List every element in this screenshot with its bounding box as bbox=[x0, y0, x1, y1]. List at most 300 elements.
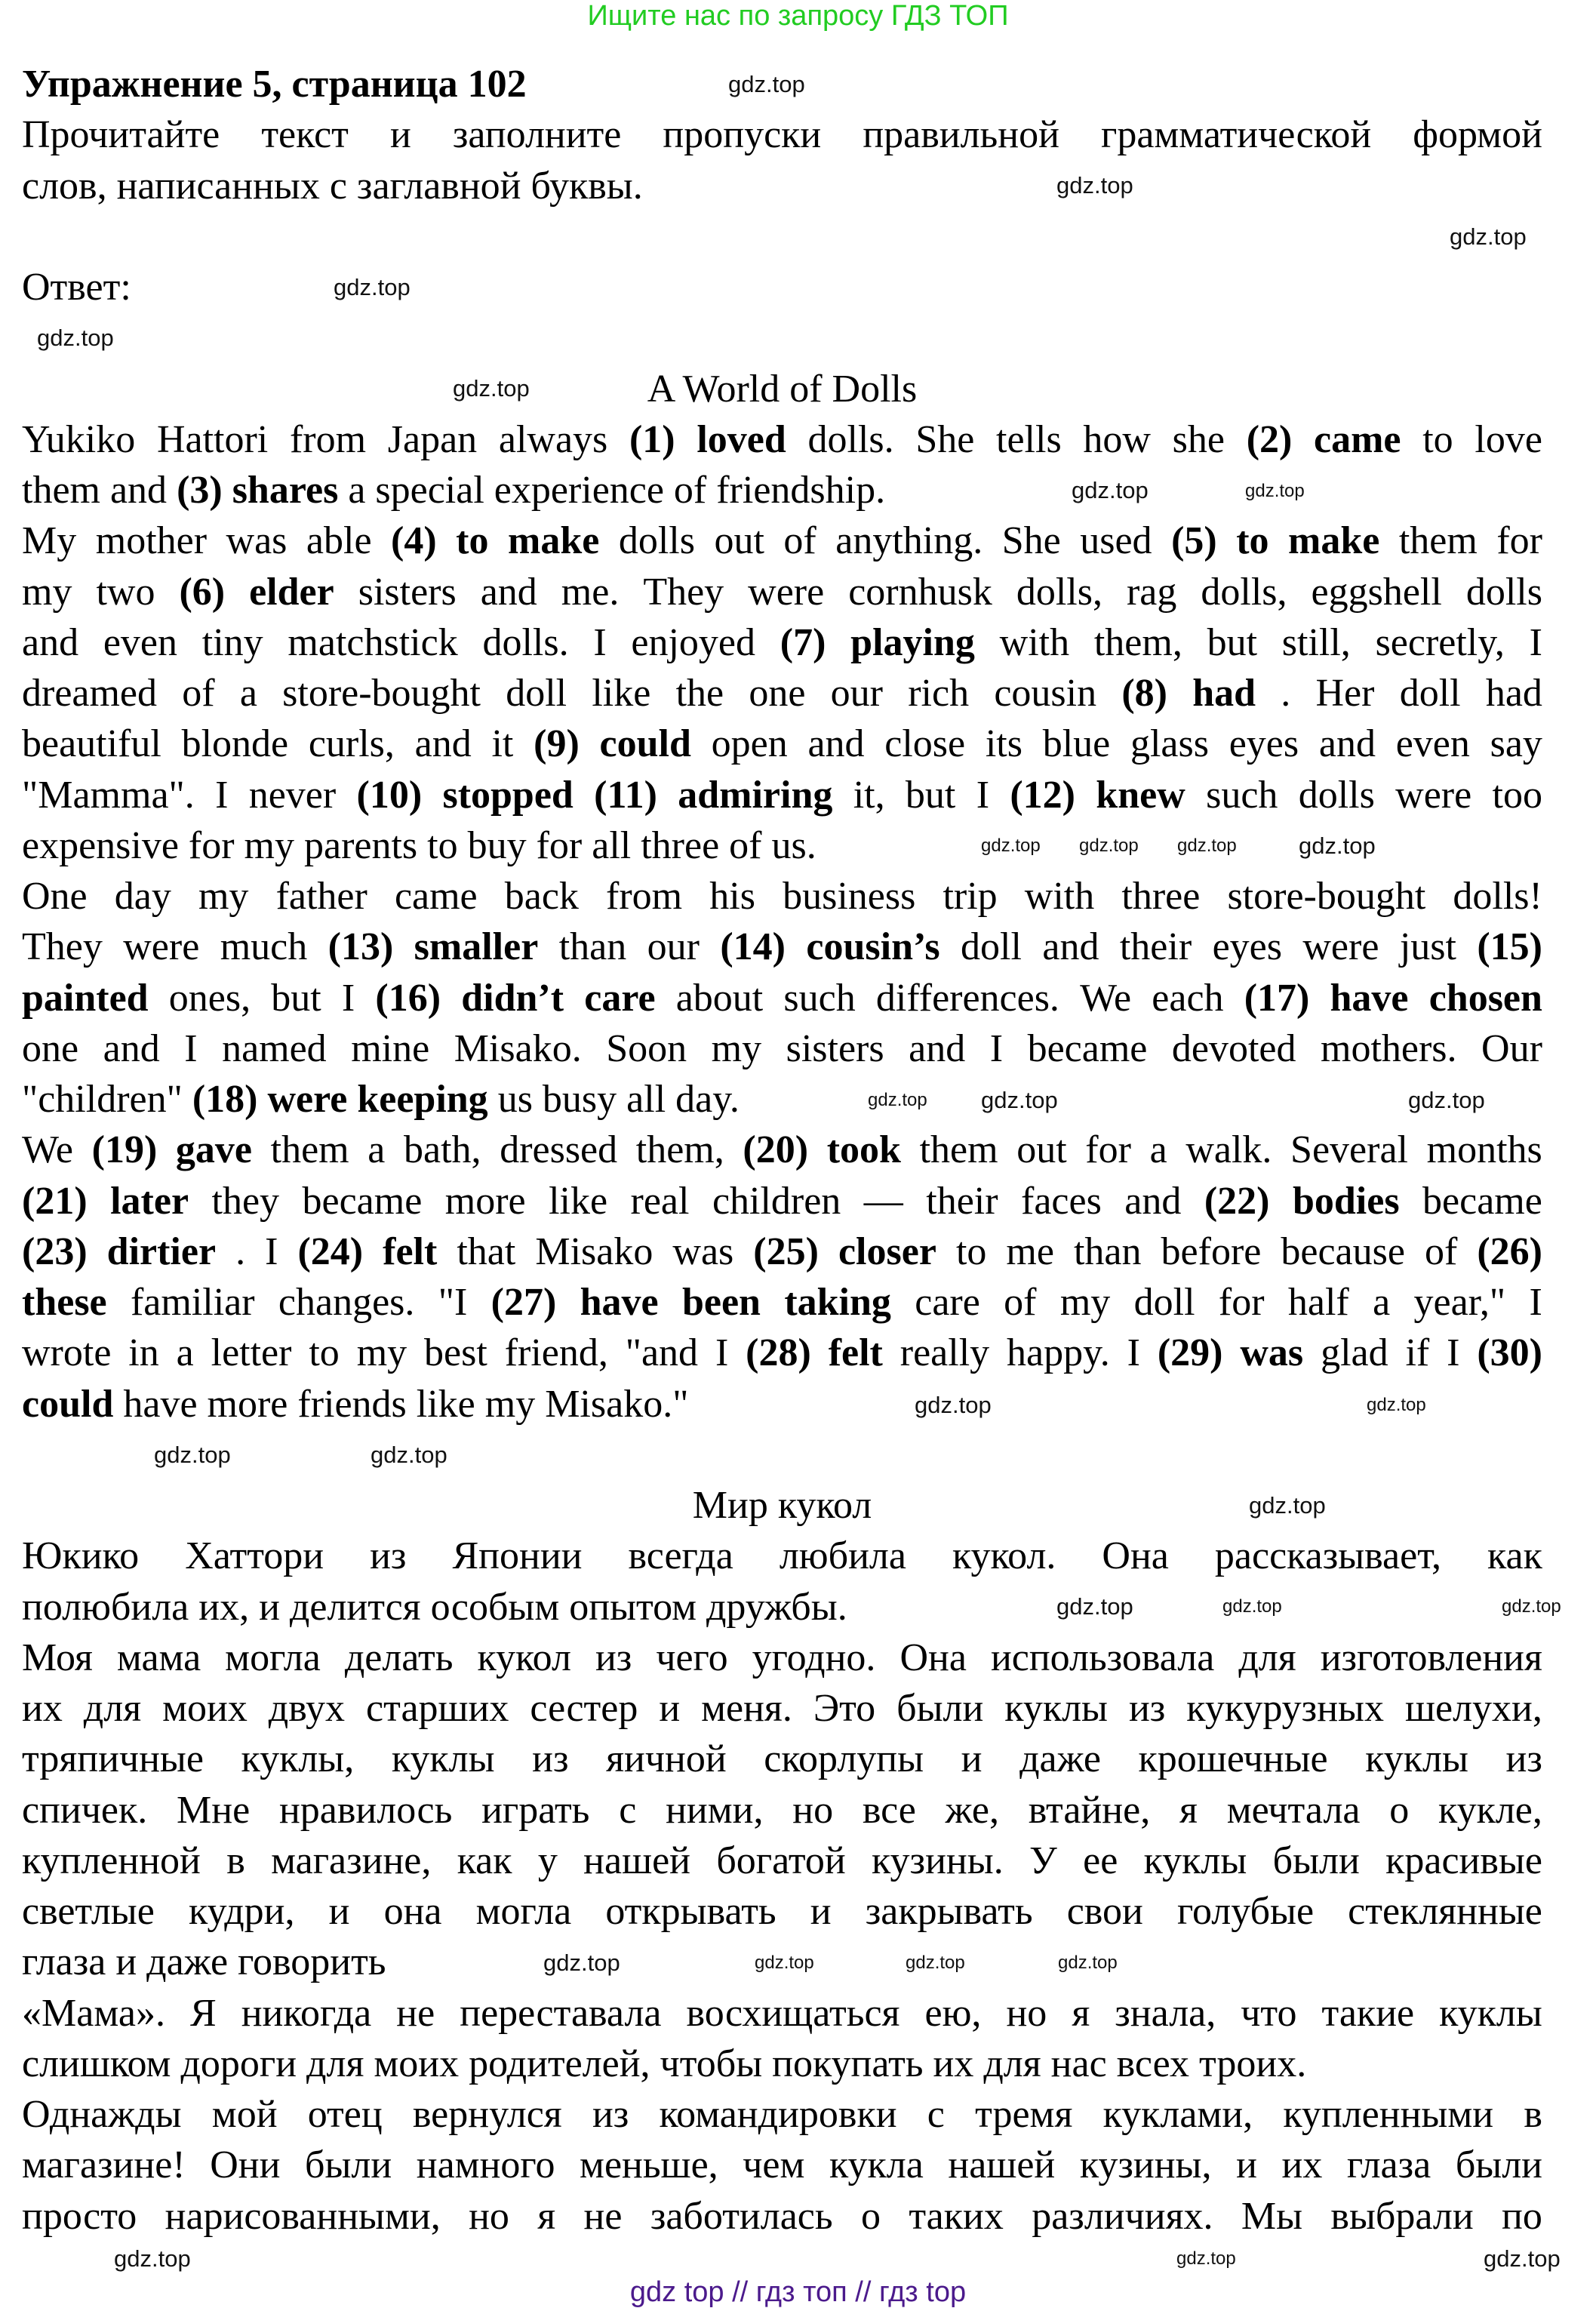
watermark: gdz.top bbox=[981, 1087, 1058, 1113]
word: просто bbox=[22, 2194, 137, 2238]
word: it bbox=[491, 722, 514, 766]
answer-word: (20) bbox=[743, 1128, 809, 1172]
word: я bbox=[1179, 1788, 1198, 1832]
word: such bbox=[783, 976, 856, 1020]
word: скорлупы bbox=[764, 1737, 924, 1781]
word: "Mamma". bbox=[22, 773, 195, 817]
text-line bbox=[22, 2140, 1542, 2190]
watermark: gdz.top bbox=[1299, 832, 1376, 859]
watermark: gdz.top bbox=[1502, 1596, 1561, 1617]
word: купленной bbox=[22, 1839, 201, 1882]
word: I bbox=[989, 1026, 1004, 1070]
answer-word: bodies bbox=[1292, 1179, 1400, 1223]
word: of bbox=[182, 672, 215, 715]
word: were bbox=[123, 925, 200, 969]
word: были bbox=[1272, 1839, 1360, 1882]
word: различиях. bbox=[1032, 2194, 1213, 2238]
word: my bbox=[356, 1331, 407, 1375]
watermark: gdz.top bbox=[1450, 223, 1527, 250]
text-line bbox=[22, 161, 1542, 211]
word: back bbox=[504, 875, 579, 918]
watermark: gdz.top bbox=[1058, 1953, 1118, 1973]
word: with bbox=[999, 620, 1070, 664]
text-line bbox=[22, 465, 1542, 515]
answer-word: (7) bbox=[780, 620, 826, 664]
word: но bbox=[1006, 1991, 1047, 2035]
word: before bbox=[1161, 1229, 1262, 1273]
word: из bbox=[595, 1636, 632, 1679]
word: their bbox=[1119, 925, 1192, 969]
answer-word: playing bbox=[850, 620, 975, 664]
watermark: gdz.top bbox=[334, 274, 411, 300]
text-segment: us busy all day. bbox=[487, 1078, 740, 1121]
word: each bbox=[1152, 976, 1224, 1020]
word: My bbox=[22, 519, 77, 563]
answer-word: (29) bbox=[1157, 1331, 1223, 1375]
word: never bbox=[248, 773, 337, 817]
watermark: gdz.top bbox=[1222, 1596, 1282, 1617]
text-line bbox=[22, 2089, 1542, 2140]
word: always bbox=[498, 417, 608, 461]
word: beautiful bbox=[22, 722, 161, 766]
word: из bbox=[592, 2093, 629, 2136]
text-line bbox=[22, 262, 1542, 312]
word: that bbox=[457, 1229, 516, 1273]
word: нашей bbox=[583, 1839, 691, 1882]
word: куклы bbox=[391, 1737, 495, 1781]
word: for bbox=[1085, 1128, 1131, 1172]
text-line bbox=[22, 770, 1542, 820]
word: and bbox=[909, 1026, 966, 1070]
word: магазине! bbox=[22, 2143, 186, 2187]
word: dreamed bbox=[22, 672, 158, 715]
word: для bbox=[83, 1687, 142, 1730]
text-line bbox=[22, 1886, 1542, 1937]
word: they bbox=[211, 1179, 280, 1223]
answer-word: cousin’s bbox=[806, 925, 940, 969]
word: намного bbox=[416, 2143, 555, 2187]
watermark: gdz.top bbox=[154, 1442, 231, 1468]
word: dolls bbox=[1298, 773, 1375, 817]
text-line bbox=[22, 109, 1542, 160]
word: love bbox=[1475, 417, 1542, 461]
watermark: gdz.top bbox=[114, 2245, 191, 2272]
word: They bbox=[643, 570, 724, 614]
answer-word: (25) bbox=[753, 1229, 819, 1273]
word: mothers. bbox=[1321, 1026, 1457, 1070]
answer-word: felt bbox=[383, 1229, 438, 1273]
word: of bbox=[1424, 1229, 1458, 1273]
word: my bbox=[711, 1026, 762, 1070]
word: named bbox=[222, 1026, 327, 1070]
word: и bbox=[1236, 2143, 1257, 2187]
word: matchstick bbox=[288, 620, 458, 664]
watermark: gdz.top bbox=[1056, 172, 1133, 198]
text-segment: a special experience of friendship. bbox=[338, 469, 886, 512]
answer-text: (3) shares bbox=[177, 469, 339, 512]
word: eyes bbox=[1212, 925, 1282, 969]
answer-word: had bbox=[1192, 672, 1256, 715]
word: father bbox=[275, 875, 367, 918]
answer-word: (23) bbox=[22, 1229, 88, 1273]
word: really bbox=[899, 1331, 990, 1375]
word: to bbox=[955, 1229, 987, 1273]
watermark: gdz.top bbox=[37, 325, 114, 351]
answer-word: (28) bbox=[746, 1331, 811, 1375]
text-segment: слов, написанных с заглавной буквы. bbox=[22, 164, 643, 208]
word: закрывать bbox=[865, 1890, 1033, 1933]
word: cornhusk bbox=[848, 570, 992, 614]
word: правильной bbox=[863, 113, 1059, 157]
watermark: gdz.top bbox=[1176, 2248, 1236, 2269]
word: о bbox=[860, 2194, 881, 2238]
watermark: gdz.top bbox=[1079, 835, 1139, 856]
word: them bbox=[1398, 519, 1478, 563]
word: happy. bbox=[1007, 1331, 1110, 1375]
word: вернулся bbox=[412, 2093, 562, 2136]
text-line bbox=[22, 1125, 1542, 1175]
word: his bbox=[709, 875, 755, 918]
word: из bbox=[370, 1534, 407, 1578]
word: нравилось bbox=[278, 1788, 453, 1832]
word: They bbox=[22, 925, 103, 969]
watermark: gdz.top bbox=[1367, 1395, 1426, 1415]
word: eyes bbox=[1229, 722, 1299, 766]
word: I bbox=[184, 1026, 198, 1070]
word: Мне bbox=[177, 1788, 251, 1832]
word: doll bbox=[506, 672, 567, 715]
text-segment: слишком дороги для моих родителей, чтобы покупать их для нас всех троих. bbox=[22, 2042, 1307, 2085]
word: текст bbox=[261, 113, 349, 157]
word: bath, bbox=[404, 1128, 481, 1172]
word: too bbox=[1492, 773, 1542, 817]
word: our bbox=[830, 672, 883, 715]
word: and bbox=[414, 722, 472, 766]
word: familiar bbox=[130, 1281, 255, 1324]
watermark: gdz.top bbox=[915, 1392, 992, 1418]
word: у bbox=[537, 1839, 558, 1882]
word: куклами, bbox=[1102, 2093, 1253, 2136]
answer-word: to bbox=[456, 519, 489, 563]
word: использовала bbox=[990, 1636, 1215, 1679]
word: — bbox=[863, 1179, 903, 1223]
word: любила bbox=[779, 1534, 906, 1578]
answer-word: (10) bbox=[356, 773, 423, 817]
word: One bbox=[22, 875, 88, 918]
word: such bbox=[1206, 773, 1278, 817]
word: куклы bbox=[1143, 1839, 1247, 1882]
watermark: gdz.top bbox=[1484, 2245, 1561, 2272]
word: У bbox=[1029, 1839, 1057, 1882]
word: able bbox=[306, 519, 372, 563]
word: Misako. bbox=[454, 1026, 582, 1070]
word: dolls. bbox=[807, 417, 894, 461]
watermark: gdz.top bbox=[755, 1953, 814, 1973]
word: but bbox=[271, 976, 321, 1020]
word: still, bbox=[1281, 620, 1351, 664]
word: them, bbox=[635, 1128, 724, 1172]
text-line bbox=[22, 1074, 1542, 1125]
answer-word: admiring bbox=[678, 773, 833, 817]
word: . bbox=[1281, 672, 1291, 715]
word: втайне, bbox=[1028, 1788, 1151, 1832]
word: кукле, bbox=[1438, 1788, 1542, 1832]
word: for bbox=[1218, 1281, 1265, 1324]
word: мама bbox=[116, 1636, 201, 1679]
answer-word: (12) bbox=[1010, 773, 1075, 817]
word: открывать bbox=[605, 1890, 776, 1933]
word: I bbox=[215, 773, 229, 817]
word: нарисованными, bbox=[165, 2194, 441, 2238]
word: их bbox=[22, 1687, 63, 1730]
word: about bbox=[675, 976, 764, 1020]
word: чем bbox=[743, 2143, 805, 2187]
word: . bbox=[235, 1229, 246, 1273]
answer-word: chosen bbox=[1428, 976, 1542, 1020]
word: шелухи, bbox=[1404, 1687, 1542, 1730]
word: doll bbox=[961, 925, 1022, 969]
word: меньше, bbox=[580, 2143, 718, 2187]
word: Однажды bbox=[22, 2093, 182, 2136]
text-line bbox=[22, 567, 1542, 617]
word: them, bbox=[1093, 620, 1182, 664]
word: if bbox=[1405, 1331, 1430, 1375]
word: curls, bbox=[308, 722, 395, 766]
word: даже bbox=[1019, 1737, 1101, 1781]
word: faces bbox=[1021, 1179, 1102, 1223]
text-segment: глаза и даже говорить bbox=[22, 1940, 386, 1984]
word: had bbox=[1485, 672, 1542, 715]
word: rich bbox=[908, 672, 970, 715]
text-line bbox=[22, 1379, 1542, 1429]
word: как bbox=[457, 1839, 512, 1882]
word: how bbox=[1083, 417, 1151, 461]
word: глаза bbox=[1346, 2143, 1431, 2187]
word: of bbox=[1004, 1281, 1037, 1324]
answer-word: didn’t bbox=[461, 976, 564, 1020]
answer-word: dirtier bbox=[106, 1229, 217, 1273]
answer-word: (19) bbox=[91, 1128, 158, 1172]
word: кукурузных bbox=[1186, 1687, 1384, 1730]
text-segment: expensive for my parents to buy for all three of us. bbox=[22, 823, 816, 867]
text-line bbox=[22, 1988, 1542, 2039]
word: же, bbox=[945, 1788, 999, 1832]
answer-word: (2) bbox=[1246, 417, 1293, 461]
word: the bbox=[675, 672, 724, 715]
word: старших bbox=[366, 1687, 509, 1730]
word: Юкико bbox=[22, 1534, 140, 1578]
word: them bbox=[270, 1128, 349, 1172]
word: из bbox=[1505, 1737, 1542, 1781]
answer-word: later bbox=[110, 1179, 189, 1223]
word: their bbox=[926, 1179, 998, 1223]
word: пропуски bbox=[663, 113, 822, 157]
word: куклы, bbox=[241, 1737, 355, 1781]
watermark: gdz.top bbox=[906, 1953, 965, 1973]
word: кукол bbox=[477, 1636, 571, 1679]
word: and bbox=[22, 620, 79, 664]
word: dolls, bbox=[1016, 570, 1102, 614]
word: могла bbox=[475, 1890, 572, 1933]
text-line bbox=[22, 1683, 1542, 1734]
text-line bbox=[22, 922, 1542, 972]
word: even bbox=[103, 620, 178, 664]
word: a bbox=[1149, 1128, 1167, 1172]
word: more bbox=[444, 1179, 526, 1223]
answer-word: felt bbox=[828, 1331, 883, 1375]
text-line bbox=[22, 1328, 1542, 1378]
word: кузины. bbox=[872, 1839, 1004, 1882]
word: one bbox=[749, 672, 806, 715]
word: store-bought bbox=[282, 672, 481, 715]
word: никогда bbox=[241, 1991, 372, 2035]
word: came bbox=[394, 875, 478, 918]
word: и bbox=[961, 1737, 983, 1781]
word: кукол. bbox=[952, 1534, 1056, 1578]
word: she bbox=[1172, 417, 1225, 461]
word: say bbox=[1490, 722, 1542, 766]
word: моих bbox=[162, 1687, 248, 1730]
word: just bbox=[1399, 925, 1456, 969]
word: их bbox=[1281, 2143, 1323, 2187]
text-line bbox=[22, 1734, 1542, 1784]
answer-word: was bbox=[1240, 1331, 1304, 1375]
word: dolls bbox=[618, 519, 695, 563]
word: business bbox=[783, 875, 916, 918]
word: its bbox=[985, 722, 1022, 766]
word: like bbox=[549, 1179, 608, 1223]
word: голубые bbox=[1176, 1890, 1315, 1933]
word: Yukiko bbox=[22, 417, 136, 461]
word: a bbox=[367, 1128, 386, 1172]
word: но bbox=[469, 2194, 509, 2238]
word: яичной bbox=[606, 1737, 727, 1781]
word: "and bbox=[625, 1331, 699, 1375]
text-line bbox=[22, 1023, 1542, 1074]
word: of bbox=[783, 519, 816, 563]
word: mother bbox=[95, 519, 208, 563]
word: a bbox=[239, 672, 257, 715]
word: children bbox=[712, 1179, 841, 1223]
word: куклы bbox=[1365, 1737, 1468, 1781]
word: и bbox=[389, 113, 411, 157]
word: my bbox=[22, 570, 72, 614]
word: differences. bbox=[875, 976, 1059, 1020]
word: secretly, bbox=[1375, 620, 1505, 664]
word: than bbox=[1073, 1229, 1142, 1273]
word: devoted bbox=[1171, 1026, 1296, 1070]
word: Она bbox=[899, 1636, 967, 1679]
word: sisters bbox=[358, 570, 457, 614]
word: из bbox=[532, 1737, 569, 1781]
word: Soon bbox=[606, 1026, 687, 1070]
word: store-bought bbox=[1227, 875, 1426, 918]
word: куклы bbox=[1004, 1687, 1108, 1730]
word: She bbox=[1001, 519, 1061, 563]
word: because bbox=[1281, 1229, 1405, 1273]
word: отец bbox=[307, 2093, 383, 2136]
word: much bbox=[220, 925, 308, 969]
word: заполните bbox=[452, 113, 622, 157]
answer-word: have bbox=[1330, 976, 1409, 1020]
word: I bbox=[341, 976, 355, 1020]
answer-word: (5) bbox=[1171, 519, 1217, 563]
word: open bbox=[711, 722, 788, 766]
word: half bbox=[1287, 1281, 1349, 1324]
word: I bbox=[715, 1331, 729, 1375]
watermark: gdz.top bbox=[1056, 1593, 1133, 1620]
word: close bbox=[884, 722, 966, 766]
answer-word: knew bbox=[1096, 773, 1185, 817]
text-segment: them and bbox=[22, 469, 177, 512]
word: enjoyed bbox=[631, 620, 756, 664]
word: rag bbox=[1126, 570, 1177, 614]
watermark: gdz.top bbox=[1072, 477, 1149, 503]
text-line bbox=[22, 1429, 1542, 1480]
search-banner[interactable]: Ищите нас по запросу ГДЗ ТОП bbox=[587, 0, 1009, 32]
word: переставала bbox=[460, 1991, 662, 2035]
word: real bbox=[630, 1179, 690, 1223]
word: Misako bbox=[535, 1229, 653, 1273]
word: I bbox=[1447, 1331, 1460, 1375]
answer-word: (26) bbox=[1477, 1229, 1542, 1273]
word: were bbox=[1302, 925, 1379, 969]
word: чего bbox=[656, 1636, 728, 1679]
word: a bbox=[1373, 1281, 1391, 1324]
word: with bbox=[1024, 875, 1095, 918]
answer-word: (4) bbox=[391, 519, 437, 563]
word: Моя bbox=[22, 1636, 93, 1679]
word: even bbox=[1395, 722, 1470, 766]
word: светлые bbox=[22, 1890, 155, 1933]
word: me bbox=[1006, 1229, 1054, 1273]
answer-word: took bbox=[826, 1128, 901, 1172]
word: wrote bbox=[22, 1331, 112, 1375]
word: than bbox=[558, 925, 627, 969]
word: крошечные bbox=[1138, 1737, 1328, 1781]
word: eggshell bbox=[1311, 570, 1442, 614]
word: for bbox=[1496, 519, 1542, 563]
word: and bbox=[480, 570, 537, 614]
word: по bbox=[1502, 2194, 1542, 2238]
word: dressed bbox=[500, 1128, 618, 1172]
answer-word: (1) bbox=[629, 417, 675, 461]
word: friend, bbox=[504, 1331, 608, 1375]
word: грамматической bbox=[1100, 113, 1372, 157]
text-line bbox=[22, 1582, 1542, 1633]
word: выбрали bbox=[1330, 2194, 1474, 2238]
word: in bbox=[128, 1331, 159, 1375]
word: с bbox=[619, 1788, 637, 1832]
word: стеклянные bbox=[1348, 1890, 1542, 1933]
text-line bbox=[22, 2039, 1542, 2089]
answer-word: (27) bbox=[490, 1281, 557, 1324]
watermark: gdz.top bbox=[1408, 1087, 1485, 1113]
text-line bbox=[22, 515, 1542, 566]
word: months bbox=[1426, 1128, 1542, 1172]
text-line bbox=[22, 1176, 1542, 1226]
word: и bbox=[659, 1687, 681, 1730]
text-line bbox=[22, 1836, 1542, 1886]
answer-word: closer bbox=[838, 1229, 936, 1273]
text-line bbox=[22, 973, 1542, 1023]
word: Our bbox=[1481, 1026, 1542, 1070]
word: trip bbox=[943, 875, 998, 918]
answer-word: (13) bbox=[328, 925, 394, 969]
footer-links[interactable]: gdz top // гдз топ // гдз top bbox=[629, 2276, 967, 2308]
word: не bbox=[583, 2194, 623, 2238]
word: Это bbox=[813, 1687, 876, 1730]
